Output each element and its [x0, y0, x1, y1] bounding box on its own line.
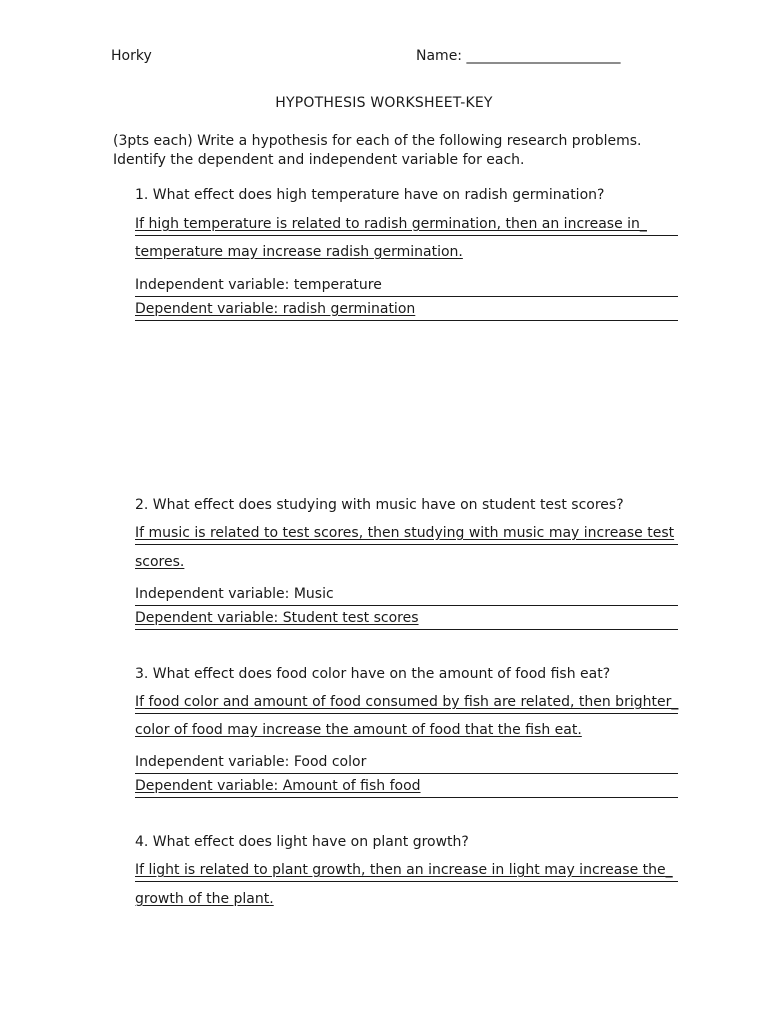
- q4-hypothesis-line-2: [135, 888, 678, 910]
- q1-dependent-variable: [135, 298, 678, 321]
- question-4: 4. What effect does light have on plant growth?: [135, 834, 469, 850]
- hypothesis-text: If music is related to test scores, then studying with music may increase test: [135, 525, 675, 541]
- question-3: 3. What effect does food color have on the amount of food fish eat?: [135, 666, 611, 682]
- q2-hypothesis-line-2: [135, 551, 678, 573]
- question-1: 1. What effect does high temperature have on radish germination?: [135, 187, 605, 203]
- q3-independent-variable: [135, 751, 678, 774]
- independent-variable-text: Independent variable: Food color: [135, 754, 367, 770]
- hypothesis-text: If high temperature is related to radish germination, then an increase in_: [135, 216, 647, 232]
- question-2: 2. What effect does studying with music have on student test scores?: [135, 497, 624, 513]
- dependent-variable-text: Dependent variable: radish germination: [135, 301, 416, 317]
- q1-independent-variable: [135, 274, 678, 297]
- q1-hypothesis-line-1: [135, 213, 678, 236]
- instructions-line: (3pts each) Write a hypothesis for each of the following research problems.: [113, 133, 642, 149]
- dependent-variable-text: Dependent variable: Amount of fish food: [135, 778, 421, 794]
- q2-independent-variable: [135, 583, 678, 606]
- hypothesis-text: temperature may increase radish germination.: [135, 244, 463, 260]
- independent-variable-text: Independent variable: temperature: [135, 277, 382, 293]
- q4-hypothesis-line-1: [135, 859, 678, 882]
- q2-dependent-variable: [135, 607, 678, 630]
- student-name-field: Name: ______________________: [416, 48, 621, 64]
- q3-hypothesis-line-1: [135, 691, 678, 714]
- q3-hypothesis-line-2: [135, 719, 678, 741]
- instructions-line: Identify the dependent and independent variable for each.: [113, 152, 525, 168]
- hypothesis-text: growth of the plant.: [135, 891, 274, 907]
- independent-variable-text: Independent variable: Music: [135, 586, 334, 602]
- q2-hypothesis-line-1: [135, 522, 678, 545]
- hypothesis-text: scores.: [135, 554, 185, 570]
- hypothesis-text: If food color and amount of food consumed by fish are related, then brighter_: [135, 694, 679, 710]
- dependent-variable-text: Dependent variable: Student test scores: [135, 610, 419, 626]
- instructions: [113, 132, 641, 170]
- teacher-name: Horky: [111, 48, 152, 64]
- q3-dependent-variable: [135, 775, 678, 798]
- hypothesis-text: If light is related to plant growth, then an increase in light may increase the_: [135, 862, 673, 878]
- hypothesis-text: color of food may increase the amount of food that the fish eat.: [135, 722, 582, 738]
- page-title: HYPOTHESIS WORKSHEET-KEY: [275, 95, 493, 111]
- q1-hypothesis-line-2: [135, 241, 678, 263]
